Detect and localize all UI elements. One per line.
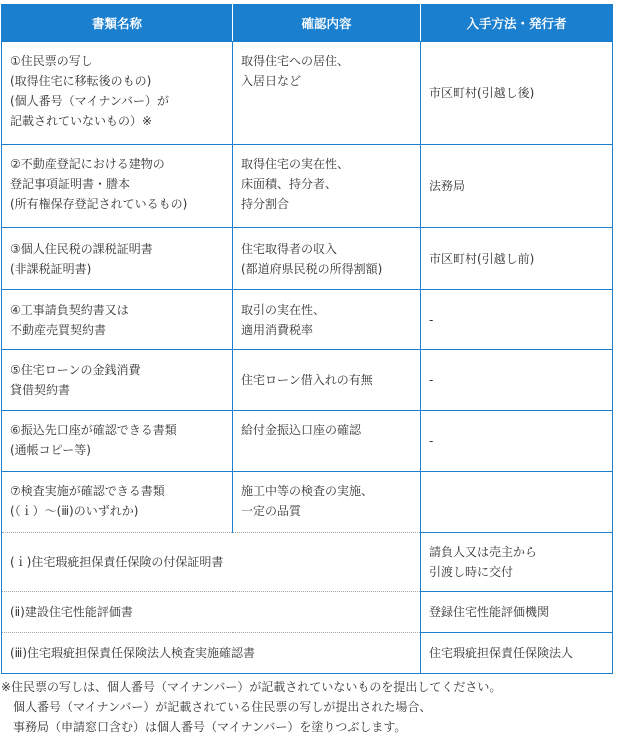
table-sub-row <box>2 592 613 633</box>
table-row <box>2 350 613 411</box>
footnote-line: 個人番号（マイナンバー）が記載されている住民票の写しが提出された場合、 <box>13 700 432 714</box>
confirmation-cell: 取引の実在性、 適用消費税率 <box>233 290 421 350</box>
source-cell: - <box>421 350 613 411</box>
confirmation-cell: 施工中等の検査の実施、 一定の品質 <box>233 472 421 533</box>
sub-document-name-cell: (ⅱ)建設住宅性能評価書 <box>2 592 421 633</box>
footnote-line: ※住民票の写しは、個人番号（マイナンバー）が記載されていないものを提出してください。 <box>1 680 502 694</box>
confirmation-cell: 取得住宅の実在性、 床面積、持分者、 持分割合 <box>233 145 421 228</box>
confirmation-cell: 住宅取得者の収入 (都道府県民税の所得割額) <box>233 228 421 290</box>
table-row <box>2 228 613 290</box>
header-source-issuer: 入手方法・発行者 <box>421 5 613 42</box>
document-name-cell: ④工事請負契約書又は 不動産売買契約書 <box>2 290 233 350</box>
sub-source-cell: 登録住宅性能評価機関 <box>421 592 613 633</box>
table-row <box>2 145 613 228</box>
sub-source-cell: 住宅瑕疵担保責任保険法人 <box>421 633 613 674</box>
header-row <box>2 5 613 42</box>
document-name-cell: ⑦検査実施が確認できる書類 (（ｉ）～(ⅲ)のいずれか) <box>2 472 233 533</box>
document-name-cell: ③個人住民税の課税証明書 (非課税証明書) <box>2 228 233 290</box>
table-row <box>2 411 613 472</box>
table-row <box>2 290 613 350</box>
document-name-cell: ②不動産登記における建物の 登記事項証明書・謄本 (所有権保存登記されているもの) <box>2 145 233 228</box>
documents-table <box>1 4 613 674</box>
source-cell: 市区町村(引越し後) <box>421 42 613 145</box>
table-row <box>2 472 613 533</box>
confirmation-cell: 住宅ローン借入れの有無 <box>233 350 421 411</box>
document-name-cell: ①住民票の写し (取得住宅に移転後のもの) (個人番号（マイナンバー）が 記載されていないもの）※ <box>2 42 233 145</box>
confirmation-cell: 取得住宅への居住、 入居日など <box>233 42 421 145</box>
header-confirmation-content: 確認内容 <box>233 5 421 42</box>
table-sub-row <box>2 633 613 674</box>
sub-document-name-cell: (ｉ)住宅瑕疵担保責任保険の付保証明書 <box>2 533 421 592</box>
source-cell: 法務局 <box>421 145 613 228</box>
footnote <box>1 677 613 737</box>
table-sub-row <box>2 533 613 592</box>
document-name-cell: ⑤住宅ローンの金銭消費 貸借契約書 <box>2 350 233 411</box>
confirmation-cell: 給付金振込口座の確認 <box>233 411 421 472</box>
source-cell: - <box>421 290 613 350</box>
sub-source-cell: 請負人又は売主から 引渡し時に交付 <box>421 533 613 592</box>
source-cell: - <box>421 411 613 472</box>
header-document-name: 書類名称 <box>2 5 233 42</box>
source-cell: 市区町村(引越し前) <box>421 228 613 290</box>
table-row <box>2 42 613 145</box>
document-name-cell: ⑥振込先口座が確認できる書類 (通帳コピー等) <box>2 411 233 472</box>
footnote-line: 事務局（申請窓口含む）は個人番号（マイナンバー）を塗りつぶします。 <box>13 720 407 734</box>
source-cell <box>421 472 613 533</box>
sub-document-name-cell: (ⅲ)住宅瑕疵担保責任保険法人検査実施確認書 <box>2 633 421 674</box>
